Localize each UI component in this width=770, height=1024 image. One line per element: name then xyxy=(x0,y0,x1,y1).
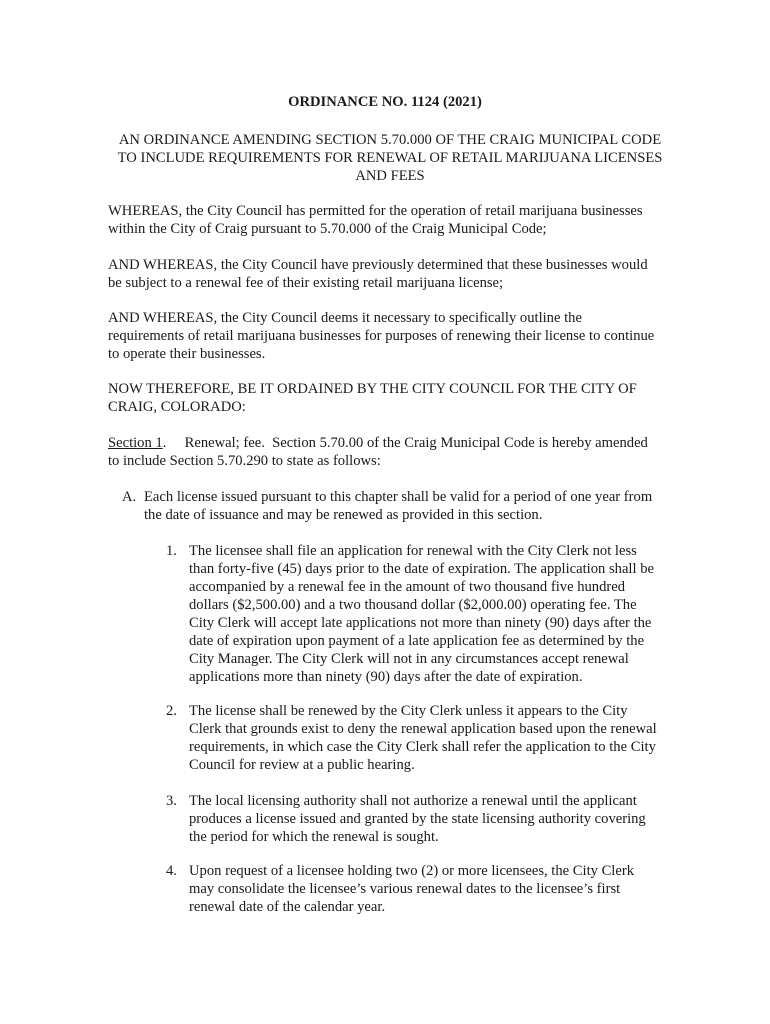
list-item-3 xyxy=(166,792,686,846)
paragraph-line: requirements of retail marijuana businesses for purposes of renewing their license to continue xyxy=(108,328,655,344)
list-item-line: dollars ($2,500.00) and a two thousand dollar ($2,000.00) operating fee. The xyxy=(189,597,637,613)
list-item-1 xyxy=(166,542,686,686)
list-item-line: date of expiration upon payment of a late application fee as determined by the xyxy=(189,633,645,649)
paragraph-line: AND WHEREAS, the City Council deems it necessary to specifically outline the xyxy=(108,310,582,326)
list-item-line: accompanied by a renewal fee in the amount of two thousand five hundred xyxy=(189,579,626,595)
list-item-line: Council for review at a public hearing. xyxy=(189,757,415,773)
section-1-label: Section 1 xyxy=(108,435,163,451)
whereas-paragraph-1 xyxy=(108,202,678,238)
paragraph-line: to include Section 5.70.290 to state as follows: xyxy=(108,453,381,469)
paragraph-line: WHEREAS, the City Council has permitted for the operation of retail marijuana businesses xyxy=(108,203,643,219)
list-item-line: Each license issued pursuant to this chapter shall be valid for a period of one year from xyxy=(144,489,653,505)
list-item-line: The licensee shall file an application for renewal with the City Clerk not less xyxy=(189,543,637,559)
list-item-4 xyxy=(166,862,686,916)
whereas-paragraph-2 xyxy=(108,256,678,292)
list-item-line: City Manager. The City Clerk will not in any circumstances accept renewal xyxy=(189,651,629,667)
subtitle-line: AN ORDINANCE AMENDING SECTION 5.70.000 OF THE CRAIG MUNICIPAL CODE xyxy=(118,132,662,148)
list-item-line: The license shall be renewed by the City Clerk unless it appears to the City xyxy=(189,703,628,719)
ordinance-subtitle xyxy=(100,131,680,185)
list-marker: 4. xyxy=(166,863,177,879)
whereas-paragraph-3 xyxy=(108,309,678,363)
section-1-heading-text: . Renewal; fee. Section 5.70.00 of the Craig Municipal Code is hereby amended xyxy=(162,435,648,451)
ordained-paragraph xyxy=(108,380,678,416)
list-item-2 xyxy=(166,702,686,774)
list-item-line: produces a license issued and granted by the state licensing authority covering xyxy=(189,811,646,827)
list-item-line: renewal date of the calendar year. xyxy=(189,899,386,915)
ordinance-title: ORDINANCE NO. 1124 (2021) xyxy=(288,94,482,110)
list-item-line: the date of issuance and may be renewed as provided in this section. xyxy=(144,507,543,523)
list-item-line: than forty-five (45) days prior to the date of expiration. The application shall be xyxy=(189,561,654,577)
list-item-line: requirements, in which case the City Clerk shall refer the application to the City xyxy=(189,739,656,755)
paragraph-line: CRAIG, COLORADO: xyxy=(108,399,246,415)
section-1-paragraph xyxy=(108,434,678,470)
list-item-line: the period for which the renewal is sought. xyxy=(189,829,439,845)
paragraph-line: within the City of Craig pursuant to 5.70.000 of the Craig Municipal Code; xyxy=(108,221,547,237)
list-item-line: applications more than ninety (90) days after the date of expiration. xyxy=(189,669,583,685)
list-marker: 1. xyxy=(166,543,177,559)
list-item-line: City Clerk will accept late applications not more than ninety (90) days after the xyxy=(189,615,652,631)
list-marker: A. xyxy=(122,489,137,505)
subtitle-line: AND FEES xyxy=(355,168,425,184)
paragraph-line: be subject to a renewal fee of their existing retail marijuana license; xyxy=(108,275,504,291)
list-item-a xyxy=(122,488,682,524)
paragraph-line: NOW THEREFORE, BE IT ORDAINED BY THE CITY COUNCIL FOR THE CITY OF xyxy=(108,381,637,397)
list-marker: 3. xyxy=(166,793,177,809)
paragraph-line: to operate their businesses. xyxy=(108,346,266,362)
list-marker: 2. xyxy=(166,703,177,719)
list-item-line: The local licensing authority shall not authorize a renewal until the applicant xyxy=(189,793,637,809)
subtitle-line: TO INCLUDE REQUIREMENTS FOR RENEWAL OF RETAIL MARIJUANA LICENSES xyxy=(117,150,663,166)
list-item-line: Clerk that grounds exist to deny the renewal application based upon the renewal xyxy=(189,721,657,737)
paragraph-line: AND WHEREAS, the City Council have previously determined that these businesses would xyxy=(108,257,648,273)
section-1-line xyxy=(108,434,678,452)
list-item-line: Upon request of a licensee holding two (2) or more licensees, the City Clerk xyxy=(189,863,634,879)
list-item-line: may consolidate the licensee’s various renewal dates to the licensee’s first xyxy=(189,881,621,897)
